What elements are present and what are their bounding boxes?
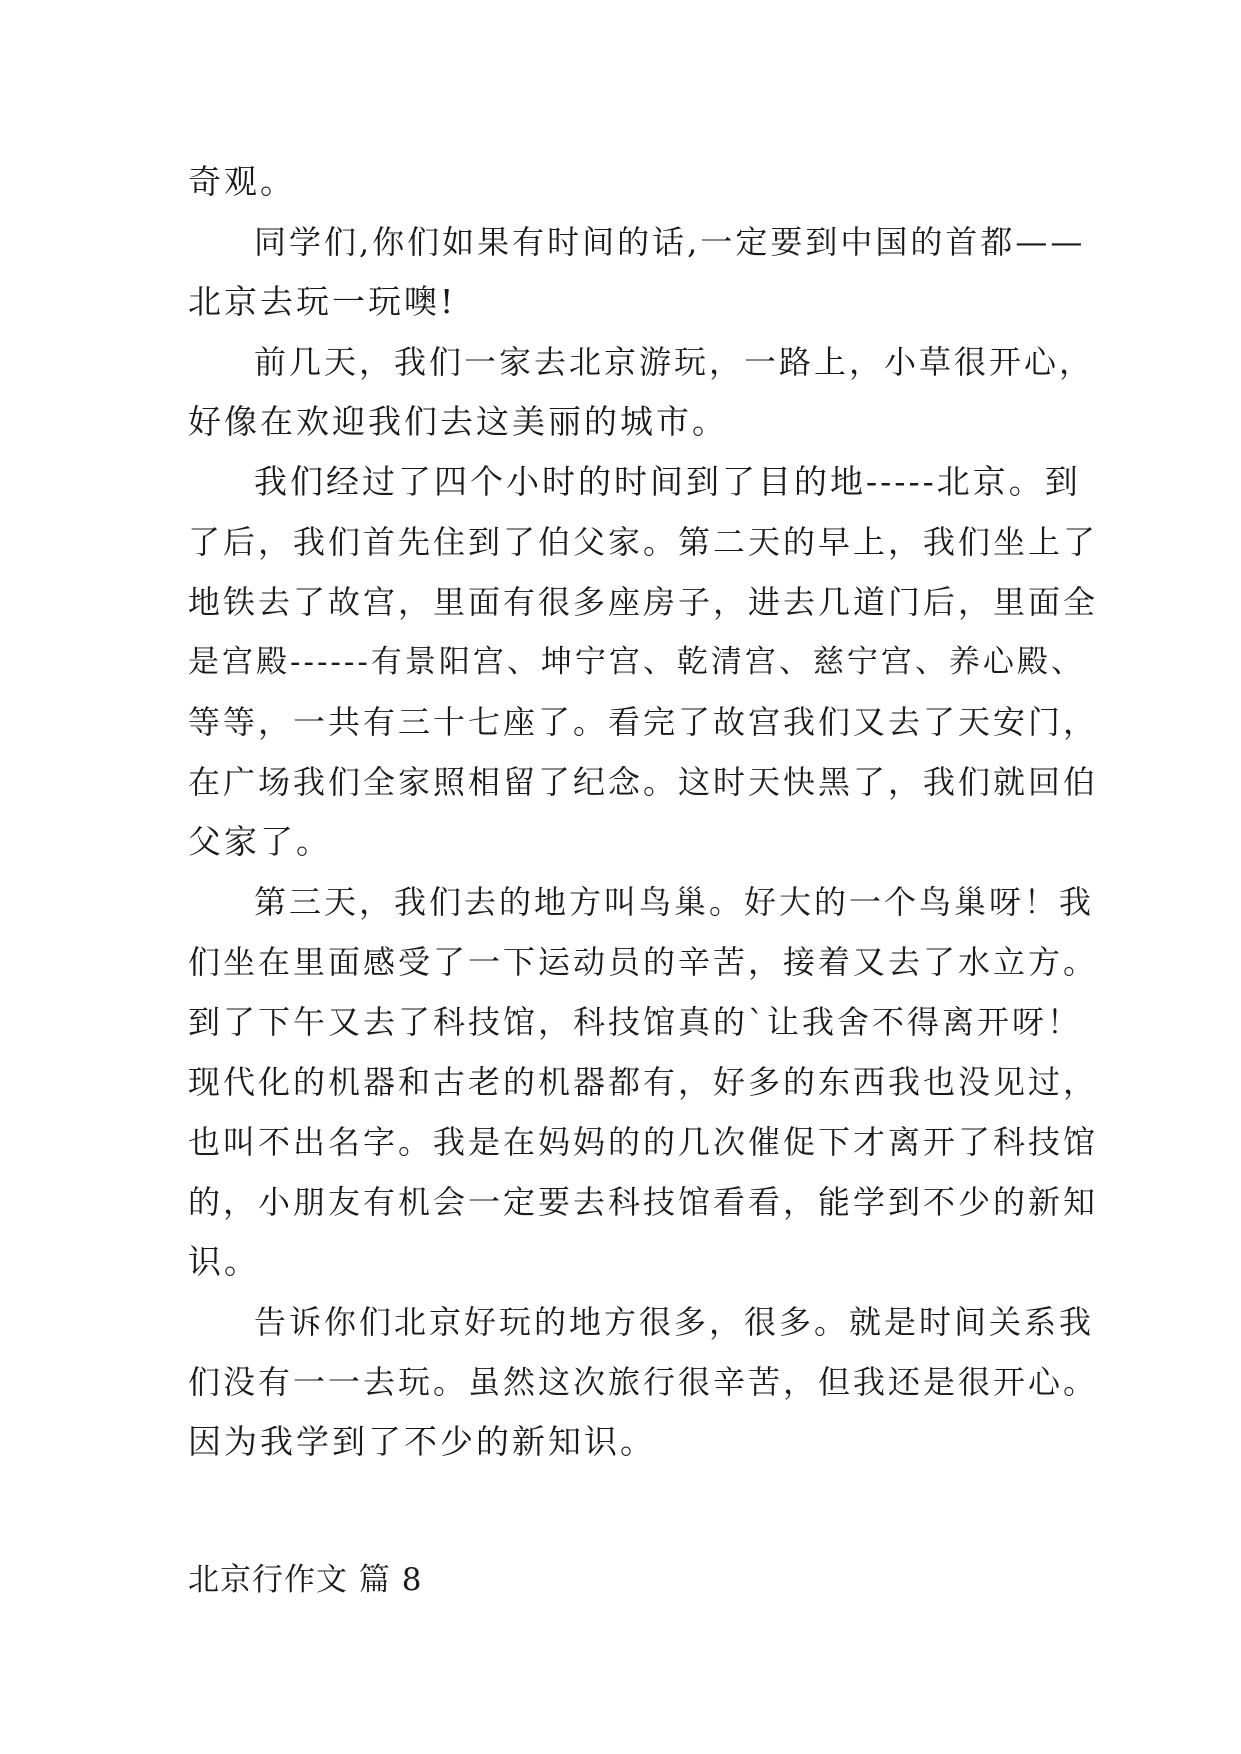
text-line: 现代化的机器和古老的机器都有，好多的东西我也没见过， xyxy=(188,1063,1099,1101)
text-line: 父家了。 xyxy=(188,822,332,861)
text-line: 等等，一共有三十七座了。看完了故宫我们又去了天安门， xyxy=(188,703,1099,741)
paragraph-first-line: 同学们,你们如果有时间的话,一定要到中国的首都—— xyxy=(254,223,1086,261)
text-line: 识。 xyxy=(188,1242,260,1281)
text-line: 地铁去了故宫，里面有很多座房子，进去几道门后，里面全 xyxy=(188,583,1099,621)
paragraph-first-line: 告诉你们北京好玩的地方很多，很多。就是时间关系我 xyxy=(254,1303,1095,1341)
text-line: 们坐在里面感受了一下运动员的辛苦，接着又去了水立方。 xyxy=(188,943,1099,981)
text-line: 是宫殿------有景阳宫、坤宁宫、乾清宫、慈宁宫、养心殿、 xyxy=(188,644,1085,680)
text-line: 了后，我们首先住到了伯父家。第二天的早上，我们坐上了 xyxy=(188,523,1099,561)
paragraph-first-line: 前几天，我们一家去北京游玩，一路上，小草很开心， xyxy=(254,343,1095,381)
section-title: 北京行作文 篇 8 xyxy=(188,1562,423,1598)
text-line: 好像在欢迎我们去这美丽的城市。 xyxy=(188,402,728,441)
text-line: 到了下午又去了科技馆，科技馆真的`让我舍不得离开呀！ xyxy=(188,1003,1083,1041)
text-line: 在广场我们全家照相留了纪念。这时天快黑了，我们就回伯 xyxy=(188,763,1099,801)
text-line: 的，小朋友有机会一定要去科技馆看看，能学到不少的新知 xyxy=(188,1183,1099,1221)
text-line: 们没有一一去玩。虽然这次旅行很辛苦，但我还是很开心。 xyxy=(188,1363,1099,1401)
text-line: 因为我学到了不少的新知识。 xyxy=(188,1422,656,1461)
text-line: 也叫不出名字。我是在妈妈的的几次催促下才离开了科技馆 xyxy=(188,1123,1099,1161)
paragraph-first-line: 第三天，我们去的地方叫鸟巢。好大的一个鸟巢呀！我 xyxy=(254,883,1095,921)
text-line: 奇观。 xyxy=(188,162,296,201)
paragraph-first-line: 我们经过了四个小时的时间到了目的地-----北京。到 xyxy=(254,462,1081,501)
text-line: 北京去玩一玩噢! xyxy=(188,282,457,321)
